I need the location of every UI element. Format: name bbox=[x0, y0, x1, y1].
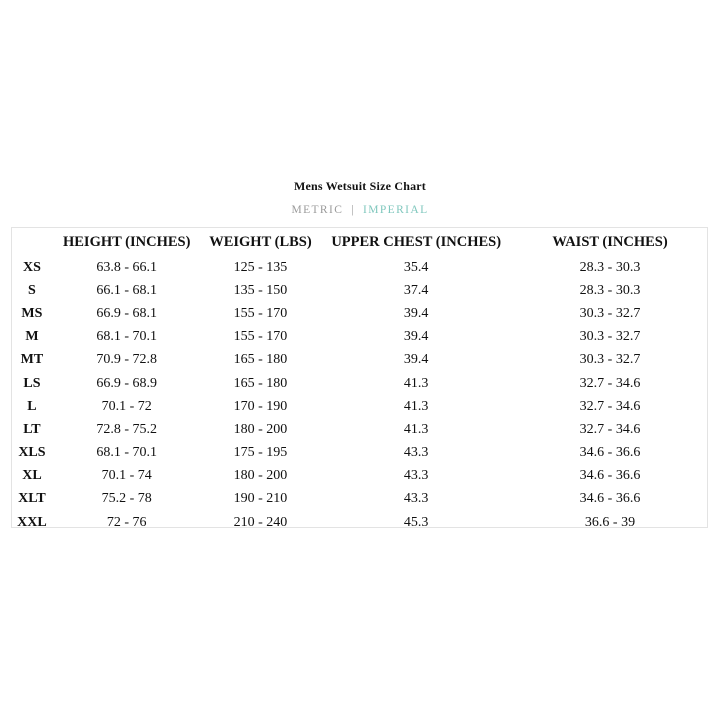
table-row bbox=[12, 465, 707, 488]
metric-toggle-button[interactable]: METRIC bbox=[291, 204, 344, 216]
page-title: Mens Wetsuit Size Chart bbox=[293, 179, 427, 193]
size-chart-table bbox=[12, 228, 707, 534]
table-row bbox=[12, 279, 707, 302]
height-cell: 72 - 76 bbox=[106, 514, 147, 530]
upper-chest-cell: 39.4 bbox=[403, 305, 429, 321]
height-cell: 68.1 - 70.1 bbox=[96, 329, 158, 345]
size-cell: L bbox=[27, 398, 37, 414]
height-cell: 66.9 - 68.1 bbox=[96, 305, 158, 321]
height-cell: 68.1 - 70.1 bbox=[96, 445, 158, 461]
height-cell: 63.8 - 66.1 bbox=[96, 259, 158, 275]
header-size bbox=[12, 228, 52, 256]
upper-chest-cell: 45.3 bbox=[403, 514, 429, 530]
weight-cell: 180 - 200 bbox=[233, 468, 288, 484]
size-cell: LT bbox=[23, 421, 41, 437]
upper-chest-cell: 37.4 bbox=[403, 282, 429, 298]
size-cell: M bbox=[25, 329, 39, 345]
table-header-row bbox=[12, 228, 707, 256]
unit-toggle bbox=[0, 204, 720, 216]
weight-cell: 135 - 150 bbox=[233, 282, 288, 298]
waist-cell: 30.3 - 32.7 bbox=[579, 329, 641, 345]
header-upper-chest: UPPER CHEST (INCHES) bbox=[331, 233, 502, 250]
size-cell: XXL bbox=[17, 514, 47, 530]
upper-chest-cell: 35.4 bbox=[403, 259, 429, 275]
waist-cell: 32.7 - 34.6 bbox=[579, 375, 641, 391]
height-cell: 66.1 - 68.1 bbox=[96, 282, 158, 298]
size-chart-table-container bbox=[11, 227, 708, 528]
weight-cell: 175 - 195 bbox=[233, 445, 288, 461]
table-body bbox=[12, 256, 707, 534]
weight-cell: 170 - 190 bbox=[233, 398, 288, 414]
weight-cell: 190 - 210 bbox=[233, 491, 288, 507]
height-cell: 70.9 - 72.8 bbox=[96, 352, 158, 368]
height-cell: 70.1 - 74 bbox=[101, 468, 152, 484]
waist-cell: 36.6 - 39 bbox=[584, 514, 636, 530]
header-waist: WAIST (INCHES) bbox=[552, 233, 668, 250]
upper-chest-cell: 43.3 bbox=[403, 491, 429, 507]
waist-cell: 30.3 - 32.7 bbox=[579, 352, 641, 368]
table-row bbox=[12, 302, 707, 325]
weight-cell: 165 - 180 bbox=[233, 352, 288, 368]
table-row bbox=[12, 372, 707, 395]
table-row bbox=[12, 395, 707, 418]
upper-chest-cell: 41.3 bbox=[403, 398, 429, 414]
table-row bbox=[12, 442, 707, 465]
waist-cell: 28.3 - 30.3 bbox=[579, 282, 641, 298]
upper-chest-cell: 39.4 bbox=[403, 352, 429, 368]
weight-cell: 125 - 135 bbox=[233, 259, 288, 275]
weight-cell: 165 - 180 bbox=[233, 375, 288, 391]
upper-chest-cell: 43.3 bbox=[403, 445, 429, 461]
table-row bbox=[12, 256, 707, 279]
table-row bbox=[12, 326, 707, 349]
header-height: HEIGHT (INCHES) bbox=[62, 233, 191, 250]
table-row bbox=[12, 418, 707, 441]
size-cell: MS bbox=[21, 305, 43, 321]
size-cell: MT bbox=[20, 352, 44, 368]
height-cell: 70.1 - 72 bbox=[101, 398, 152, 414]
size-cell: XLT bbox=[18, 491, 46, 507]
header-weight: WEIGHT (LBS) bbox=[209, 233, 312, 250]
waist-cell: 32.7 - 34.6 bbox=[579, 398, 641, 414]
waist-cell: 28.3 - 30.3 bbox=[579, 259, 641, 275]
unit-separator: | bbox=[351, 204, 356, 216]
waist-cell: 32.7 - 34.6 bbox=[579, 421, 641, 437]
imperial-toggle-button[interactable]: IMPERIAL bbox=[363, 204, 429, 216]
weight-cell: 210 - 240 bbox=[233, 514, 288, 530]
waist-cell: 30.3 - 32.7 bbox=[579, 305, 641, 321]
size-cell: S bbox=[28, 282, 36, 298]
weight-cell: 155 - 170 bbox=[233, 305, 288, 321]
size-cell: XLS bbox=[18, 445, 46, 461]
table-row bbox=[12, 511, 707, 534]
height-cell: 66.9 - 68.9 bbox=[96, 375, 158, 391]
size-cell: XS bbox=[22, 259, 41, 275]
height-cell: 72.8 - 75.2 bbox=[96, 421, 158, 437]
size-cell: XL bbox=[22, 468, 42, 484]
upper-chest-cell: 39.4 bbox=[403, 329, 429, 345]
waist-cell: 34.6 - 36.6 bbox=[579, 445, 641, 461]
waist-cell: 34.6 - 36.6 bbox=[579, 491, 641, 507]
upper-chest-cell: 41.3 bbox=[403, 375, 429, 391]
height-cell: 75.2 - 78 bbox=[101, 491, 152, 507]
table-row bbox=[12, 488, 707, 511]
size-cell: LS bbox=[23, 375, 41, 391]
weight-cell: 180 - 200 bbox=[233, 421, 288, 437]
upper-chest-cell: 41.3 bbox=[403, 421, 429, 437]
upper-chest-cell: 43.3 bbox=[403, 468, 429, 484]
table-row bbox=[12, 349, 707, 372]
waist-cell: 34.6 - 36.6 bbox=[579, 468, 641, 484]
weight-cell: 155 - 170 bbox=[233, 329, 288, 345]
